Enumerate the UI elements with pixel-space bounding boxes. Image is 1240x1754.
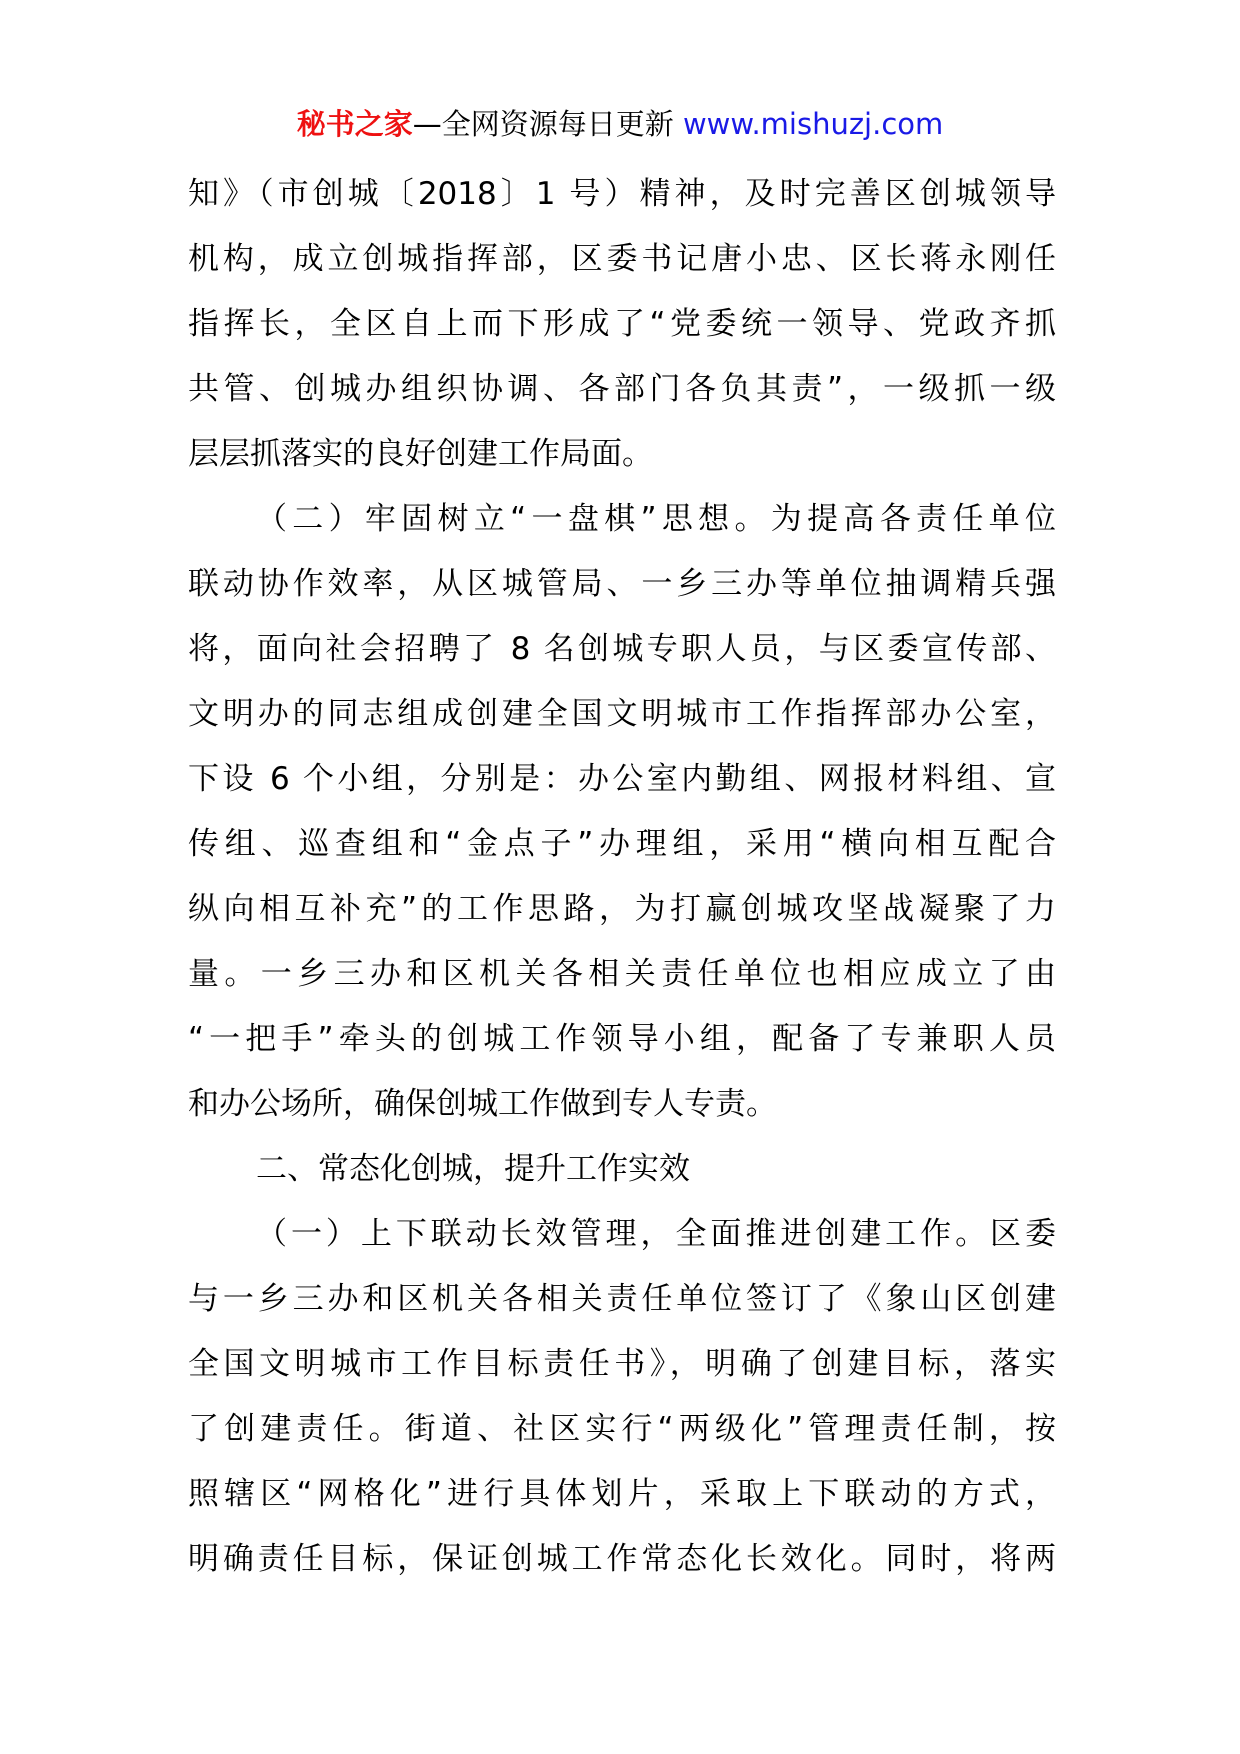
text-line: 传组、巡查组和“金点子”办理组，采用“横向相互配合 <box>188 826 1056 862</box>
section-heading: 二、常态化创城，提升工作实效 <box>256 1151 690 1187</box>
text-line: 下设 6 个小组，分别是：办公室内勤组、网报材料组、宣 <box>188 761 1056 797</box>
text-line: 指挥长，全区自上而下形成了“党委统一领导、党政齐抓 <box>188 306 1056 342</box>
text-line: 和办公场所，确保创城工作做到专人专责。 <box>188 1086 777 1122</box>
text-line: 与一乡三办和区机关各相关责任单位签订了《象山区创建 <box>188 1281 1056 1317</box>
text-line: 机构，成立创城指挥部，区委书记唐小忠、区长蒋永刚任 <box>188 241 1056 277</box>
site-slogan: —全网资源每日更新 <box>412 107 674 141</box>
text-line: 照辖区“网格化”进行具体划片，采取上下联动的方式， <box>188 1476 1056 1512</box>
text-line: “一把手”牵头的创城工作领导小组，配备了专兼职人员 <box>188 1021 1056 1057</box>
text-line: 共管、创城办组织协调、各部门各负其责”，一级抓一级 <box>188 371 1056 407</box>
site-brand: 秘书之家 <box>296 107 413 141</box>
text-line: 明确责任目标，保证创城工作常态化长效化。同时，将两 <box>188 1541 1056 1577</box>
text-line: 纵向相互补充”的工作思路，为打赢创城攻坚战凝聚了力 <box>188 891 1056 927</box>
document-body <box>188 162 1056 1592</box>
text-line: 文明办的同志组成创建全国文明城市工作指挥部办公室， <box>188 696 1056 732</box>
site-url-link[interactable]: www.mishuzj.com <box>682 107 944 141</box>
text-line: 知》（市创城〔2018〕1 号）精神，及时完善区创城领导 <box>188 176 1056 212</box>
site-header <box>0 104 1240 144</box>
text-line: （一）上下联动长效管理，全面推进创建工作。区委 <box>256 1216 1056 1252</box>
text-line: 全国文明城市工作目标责任书》，明确了创建目标，落实 <box>188 1346 1056 1382</box>
text-line: 了创建责任。街道、社区实行“两级化”管理责任制，按 <box>188 1411 1056 1447</box>
text-line: （二）牢固树立“一盘棋”思想。为提高各责任单位 <box>256 501 1056 537</box>
text-line: 层层抓落实的良好创建工作局面。 <box>188 436 653 472</box>
text-line: 量。一乡三办和区机关各相关责任单位也相应成立了由 <box>188 956 1056 992</box>
text-line: 联动协作效率，从区城管局、一乡三办等单位抽调精兵强 <box>188 566 1056 602</box>
text-line: 将，面向社会招聘了 8 名创城专职人员，与区委宣传部、 <box>188 631 1056 667</box>
